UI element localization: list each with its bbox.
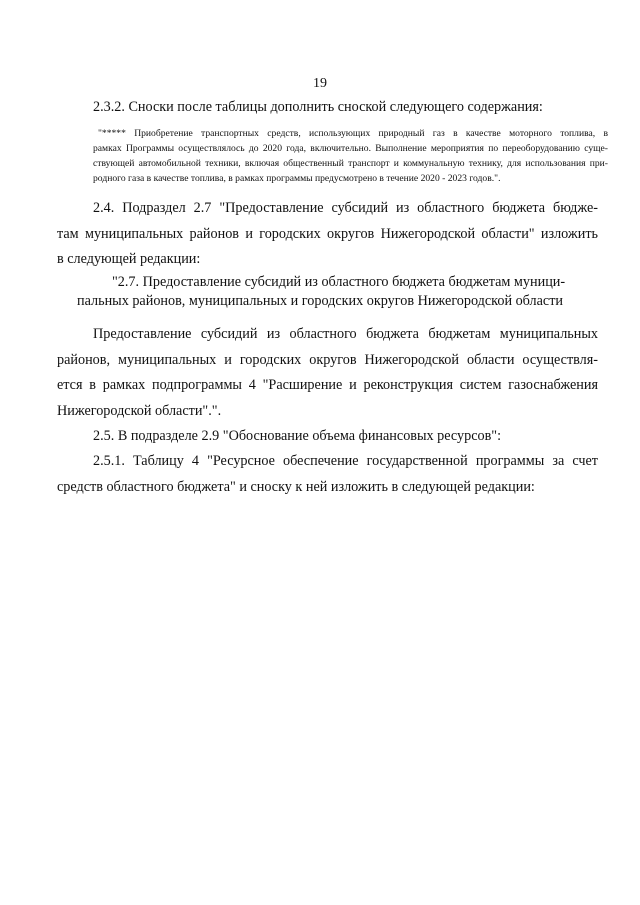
section-2-5-1-line: 2.5.1. Таблицу 4 "Ресурсное обеспечение государственной программы за счет — [93, 453, 598, 469]
subsection-2-7-body-line: Нижегородской области".". — [57, 403, 222, 419]
page-number: 19 — [313, 76, 327, 91]
subsection-2-7-body-line: Предоставление субсидий из областного бюджета бюджетам муниципальных — [93, 326, 598, 342]
section-2-3-2-heading: 2.3.2. Сноски после таблицы дополнить сноской следующего содержания: — [93, 99, 543, 115]
footnote-line: "***** Приобретение транспортных средств, использующих природный газ в качестве моторного топлива, в — [98, 128, 608, 139]
section-2-4-line: 2.4. Подраздел 2.7 "Предоставление субсидий из областного бюджета бюдже- — [93, 200, 598, 216]
section-2-4-line: в следующей редакции: — [57, 251, 201, 267]
section-2-5-1-line: средств областного бюджета" и сноску к ней изложить в следующей редакции: — [57, 479, 535, 495]
subsection-2-7-body-line: районов, муниципальных и городских округов Нижегородской области осуществля- — [57, 352, 598, 368]
footnote-line: рамках Программы осуществлялось до 2020 года, включительно. Выполнение мероприятия по переоборудованию суще- — [93, 143, 608, 154]
subsection-2-7-title: "2.7. Предоставление субсидий из областного бюджета бюджетам муници- — [112, 274, 566, 290]
section-2-4-line: там муниципальных районов и городских округов Нижегородской области" изложить — [57, 226, 598, 242]
section-2-5-heading: 2.5. В подразделе 2.9 "Обоснование объема финансовых ресурсов": — [93, 428, 502, 444]
footnote-line: ствующей автомобильной техники, включая общественный транспорт и коммунальную технику, для использования при- — [93, 158, 608, 169]
footnote-line: родного газа в качестве топлива, в рамках программы предусмотрено в течение 2020 - 2023 годов.". — [93, 173, 501, 184]
subsection-2-7-body-line: ется в рамках подпрограммы 4 "Расширение и реконструкция систем газоснабжения — [57, 377, 598, 393]
subsection-2-7-title: пальных районов, муниципальных и городских округов Нижегородской области — [77, 293, 564, 309]
